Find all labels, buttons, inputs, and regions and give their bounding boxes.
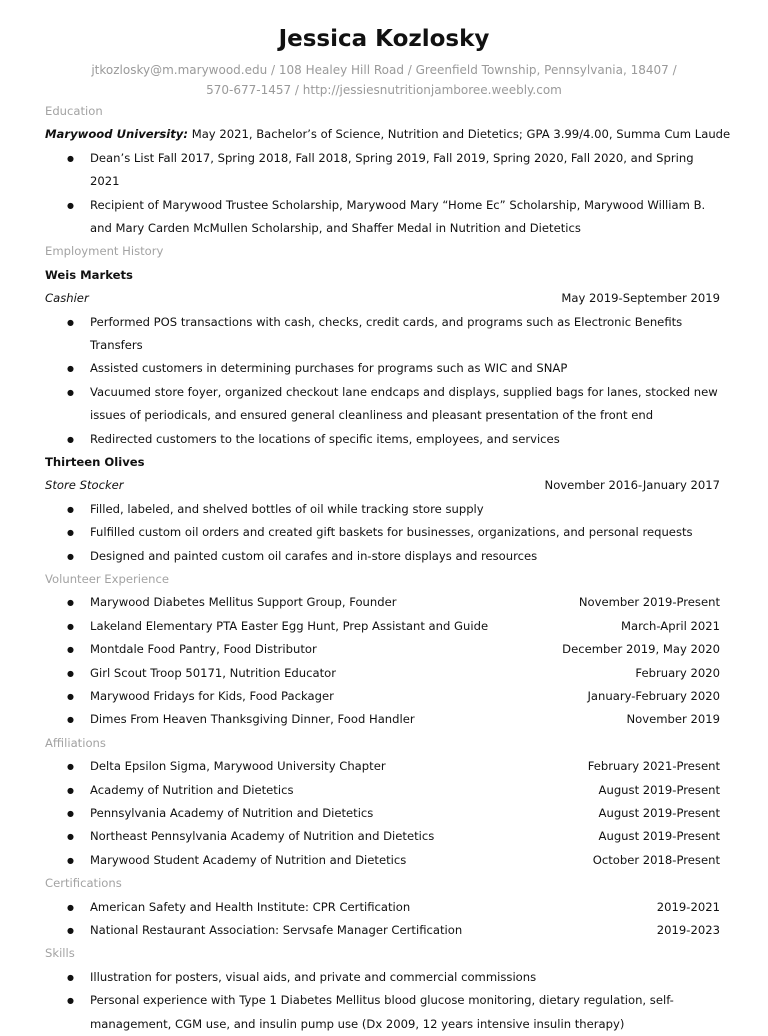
list-item: ● Recipient of Marywood Trustee Scholarship, Marywood Mary “Home Ec” Scholarship, Marywood William B. and Mary Carden McMullen Scholarship, and Shaffer Medal in Nutrition and Dietetics xyxy=(90,194,720,241)
item-date: February 2020 xyxy=(635,665,720,680)
list-item xyxy=(90,755,720,778)
section-heading-certifications: Certifications xyxy=(45,876,122,891)
item-date: February 2021-Present xyxy=(587,759,720,774)
resume-name: Jessica Kozlosky xyxy=(278,26,490,52)
item-date: November 2019-Present xyxy=(578,595,720,610)
list-item: ● Personal experience with Type 1 Diabetes Mellitus blood glucose monitoring, dietary regulation, self-management, CGM use, and insulin pump use (Dx 2009, 12 years intensive insulin therapy) xyxy=(90,989,720,1036)
item-date: August 2019-Present xyxy=(598,782,720,797)
employer-name: Thirteen Olives xyxy=(45,455,145,470)
degree-detail: May 2021, Bachelor’s of Science, Nutrition and Dietetics; GPA 3.99/4.00, Summa Cum Laude xyxy=(188,127,731,142)
list-item: ● Performed POS transactions with cash, checks, credit cards, and programs such as Electronic Benefits Transfers xyxy=(90,311,720,358)
job-bullets xyxy=(0,498,768,568)
contact-line: jtkozlosky@m.marywood.edu / 108 Healey Hill Road / Greenfield Township, Pennsylvania, 18407 / xyxy=(91,63,677,77)
item-text: ● Delta Epsilon Sigma, Marywood University Chapter xyxy=(90,759,386,774)
list-item xyxy=(90,825,720,848)
item-date: August 2019-Present xyxy=(598,806,720,821)
list-item xyxy=(90,802,720,825)
job-role-row xyxy=(45,287,720,310)
item-text: ● Academy of Nutrition and Dietetics xyxy=(90,782,294,797)
item-text: ● Marywood Diabetes Mellitus Support Group, Founder xyxy=(90,595,397,610)
contact-info xyxy=(70,60,698,100)
item-date: December 2019, May 2020 xyxy=(562,642,720,657)
list-item: ● Redirected customers to the locations of specific items, employees, and services xyxy=(90,428,720,451)
education-entry xyxy=(45,123,731,146)
education-bullets xyxy=(0,147,768,241)
section-heading-volunteer: Volunteer Experience xyxy=(45,572,169,587)
list-item xyxy=(90,779,720,802)
item-date: 2019-2023 xyxy=(656,923,720,938)
item-text: ● National Restaurant Association: Servsafe Manager Certification xyxy=(90,923,463,938)
item-date: October 2018-Present xyxy=(592,852,720,867)
list-item: ● Designed and painted custom oil carafes and in-store displays and resources xyxy=(90,545,720,568)
item-text: ● Pennsylvania Academy of Nutrition and Dietetics xyxy=(90,806,374,821)
list-item xyxy=(90,685,720,708)
item-date: 2019-2021 xyxy=(656,899,720,914)
job-title: Cashier xyxy=(45,291,89,306)
item-text: ● Lakeland Elementary PTA Easter Egg Hunt, Prep Assistant and Guide xyxy=(90,618,489,633)
list-item xyxy=(90,708,720,731)
section-heading-education: Education xyxy=(45,104,103,118)
employer-name: Weis Markets xyxy=(45,267,133,282)
section-heading-skills: Skills xyxy=(45,946,75,961)
list-item xyxy=(90,919,720,942)
job-dates: May 2019-September 2019 xyxy=(561,291,720,306)
item-text: ● Northeast Pennsylvania Academy of Nutrition and Dietetics xyxy=(90,829,435,844)
school-name: Marywood University: xyxy=(45,127,189,142)
list-item: ● Assisted customers in determining purchases for programs such as WIC and SNAP xyxy=(90,357,720,380)
item-date: November 2019 xyxy=(626,712,720,727)
list-item: ● Fulfilled custom oil orders and created gift baskets for businesses, organizations, and personal requests xyxy=(90,521,720,544)
item-date: March-April 2021 xyxy=(621,618,720,633)
list-item: ● Dean’s List Fall 2017, Spring 2018, Fall 2018, Spring 2019, Fall 2019, Spring 2020, Fall 2020, and Spring 2021 xyxy=(90,147,720,194)
section-heading-employment: Employment History xyxy=(45,244,164,259)
item-text: ● Marywood Fridays for Kids, Food Packager xyxy=(90,689,334,704)
list-item xyxy=(90,638,720,661)
job-bullets xyxy=(0,311,768,451)
certifications-list xyxy=(0,896,768,943)
item-text: ● Girl Scout Troop 50171, Nutrition Educator xyxy=(90,665,337,680)
job-role-row xyxy=(45,474,720,497)
list-item xyxy=(90,591,720,614)
section-heading-affiliations: Affiliations xyxy=(45,735,106,750)
skills-list xyxy=(0,966,768,1036)
list-item xyxy=(90,896,720,919)
list-item: ● Vacuumed store foyer, organized checkout lane endcaps and displays, supplied bags for lanes, stocked new issues of periodicals, and ensured general cleanliness and pleasant presentation of the front end xyxy=(90,381,720,428)
item-date: August 2019-Present xyxy=(598,829,720,844)
volunteer-list xyxy=(0,591,768,731)
job-dates: November 2016-January 2017 xyxy=(544,478,720,493)
list-item: ● Filled, labeled, and shelved bottles of oil while tracking store supply xyxy=(90,498,720,521)
list-item xyxy=(90,662,720,685)
item-date: January-February 2020 xyxy=(587,689,720,704)
item-text: ● Marywood Student Academy of Nutrition and Dietetics xyxy=(90,852,407,867)
item-text: ● American Safety and Health Institute: CPR Certification xyxy=(90,899,411,914)
item-text: ● Montdale Food Pantry, Food Distributor xyxy=(90,642,317,657)
job-title: Store Stocker xyxy=(45,478,124,493)
list-item xyxy=(90,615,720,638)
list-item: ● Illustration for posters, visual aids, and private and commercial commissions xyxy=(90,966,720,989)
item-text: ● Dimes From Heaven Thanksgiving Dinner, Food Handler xyxy=(90,712,415,727)
list-item xyxy=(90,849,720,872)
contact-line: 570-677-1457 / http://jessiesnutritionjamboree.weebly.com xyxy=(206,83,562,97)
affiliations-list xyxy=(0,755,768,872)
